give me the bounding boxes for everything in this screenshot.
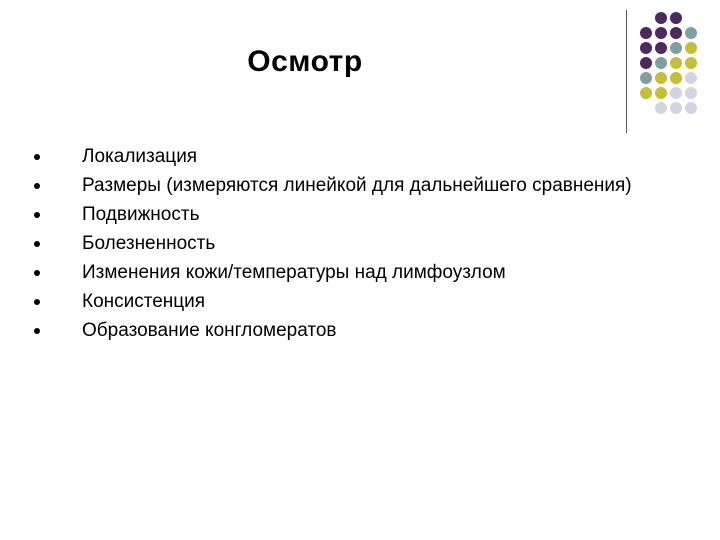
- decorative-dot-grid: [640, 12, 720, 122]
- decorative-dot: [640, 57, 652, 69]
- decorative-dot: [655, 102, 667, 114]
- decorative-dot: [640, 87, 652, 99]
- decorative-dot: [670, 27, 682, 39]
- vertical-divider: [626, 10, 627, 133]
- decorative-dot: [670, 72, 682, 84]
- bullet-dot-icon: [34, 299, 40, 305]
- decorative-dot: [685, 27, 697, 39]
- bullet-dot-icon: [34, 270, 40, 276]
- bullet-dot-icon: [34, 212, 40, 218]
- decorative-dot: [655, 42, 667, 54]
- bullet-dot-icon: [34, 241, 40, 247]
- slide-title: Осмотр: [247, 45, 363, 78]
- bullet-dot-icon: [34, 154, 40, 160]
- decorative-dot: [655, 87, 667, 99]
- decorative-dot: [640, 72, 652, 84]
- bullet-text: Болезненность: [82, 233, 216, 254]
- decorative-dot: [685, 87, 697, 99]
- bullet-text: Подвижность: [82, 204, 200, 225]
- bullet-dot-icon: [34, 328, 40, 334]
- decorative-dot: [655, 27, 667, 39]
- decorative-dot: [685, 57, 697, 69]
- bullet-dot-icon: [34, 183, 40, 189]
- bullet-text: Изменения кожи/температуры над лимфоузлом: [82, 262, 506, 283]
- decorative-dot: [655, 12, 667, 24]
- decorative-dot: [655, 72, 667, 84]
- decorative-dot: [655, 57, 667, 69]
- decorative-dot: [640, 42, 652, 54]
- decorative-dot: [685, 102, 697, 114]
- bullet-text: Консистенция: [82, 291, 206, 312]
- decorative-dot: [670, 12, 682, 24]
- bullet-text: Размеры (измеряются линейкой для дальнейшего сравнения): [82, 175, 632, 196]
- decorative-dot: [685, 72, 697, 84]
- decorative-dot: [640, 27, 652, 39]
- decorative-dot: [670, 102, 682, 114]
- decorative-dot: [670, 42, 682, 54]
- bullet-text: Локализация: [82, 146, 198, 167]
- decorative-dot: [685, 42, 697, 54]
- decorative-dot: [670, 87, 682, 99]
- bullet-text: Образование конгломератов: [82, 320, 337, 341]
- decorative-dot: [670, 57, 682, 69]
